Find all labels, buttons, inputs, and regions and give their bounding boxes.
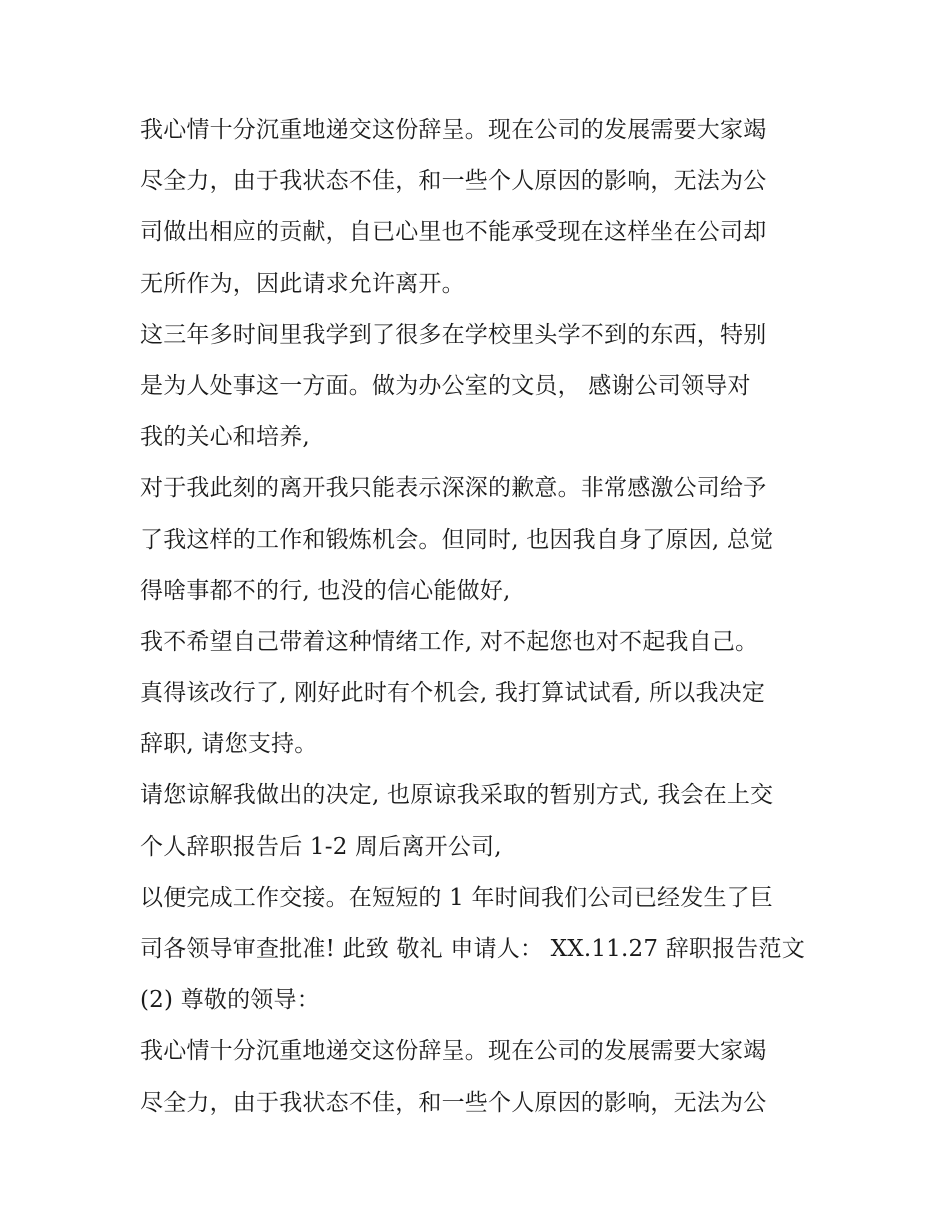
body-line-14: 请您谅解我做出的决定, 也原谅我采取的暂别方式, 我会在上交 xyxy=(140,782,774,809)
body-line-7: 我的关心和培养, xyxy=(140,424,310,451)
body-line-5: 这三年多时间里我学到了很多在学校里头学不到的东西，特别 xyxy=(140,321,767,348)
body-line-6: 是为人处事这一方面。做为办公室的文员， 感谢公司领导对 xyxy=(140,372,751,399)
body-line-17: 司各领导审查批准! 此致 敬礼 申请人： XX.11.27 辞职报告范文 xyxy=(140,936,805,962)
body-line-3: 司做出相应的贡献，自已心里也不能承受现在这样坐在公司却 xyxy=(140,219,767,246)
body-line-11: 我不希望自己带着这种情绪工作, 对不起您也对不起我自己。 xyxy=(140,628,759,655)
body-line-12: 真得该改行了, 刚好此时有个机会, 我打算试试看, 所以我决定 xyxy=(140,680,766,707)
body-line-19: 我心情十分沉重地递交这份辞呈。现在公司的发展需要大家竭 xyxy=(140,1038,767,1065)
body-line-16: 以便完成工作交接。在短短的 1 年时间我们公司已经发生了巨 xyxy=(140,884,774,911)
body-line-1: 我心情十分沉重地递交这份辞呈。现在公司的发展需要大家竭 xyxy=(140,117,767,143)
body-line-4: 无所作为，因此请求允许离开。 xyxy=(140,270,465,297)
body-line-8: 对于我此刻的离开我只能表示深深的歉意。非常感激公司给予 xyxy=(140,475,767,502)
body-line-2: 尽全力，由于我状态不佳，和一些个人原因的影响，无法为公 xyxy=(140,168,767,195)
body-line-13: 辞职, 请您支持。 xyxy=(140,731,318,758)
body-line-20: 尽全力，由于我状态不佳，和一些个人原因的影响，无法为公 xyxy=(140,1089,767,1116)
document-body xyxy=(140,105,830,1129)
body-line-18: (2) 尊敬的领导： xyxy=(140,987,320,1014)
body-line-9: 了我这样的工作和锻炼机会。但同时, 也因我自身了原因, 总觉 xyxy=(140,526,774,553)
body-line-15: 个人辞职报告后 1-2 周后离开公司, xyxy=(140,833,502,860)
body-line-10: 得啥事都不的行, 也没的信心能做好, xyxy=(140,577,511,604)
